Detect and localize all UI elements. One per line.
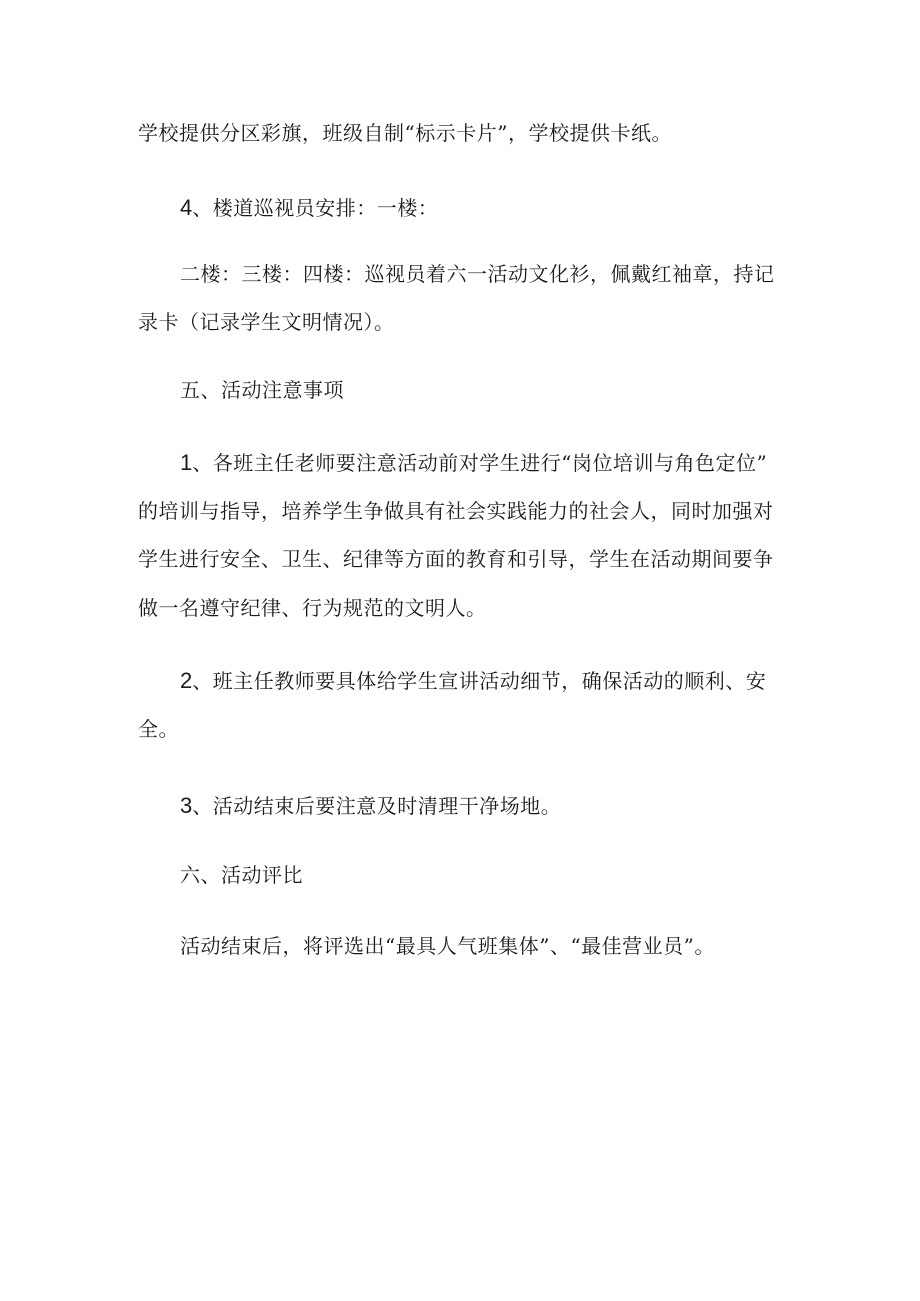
list-item-4 (180, 196, 830, 220)
paragraph-line: 的培训与指导，培养学生争做具有社会实践能力的社会人，同时加强对 (138, 499, 774, 523)
paragraph-line: 二楼：三楼：四楼：巡视员着六一活动文化衫，佩戴红袖章，持记 (180, 262, 775, 286)
list-item-text: 、班主任教师要具体给学生宣讲活动细节，确保活动的顺利、安 (192, 669, 767, 693)
list-number: 1 (180, 450, 193, 475)
list-item-text: 、活动结束后要注意及时清理干净场地。 (192, 794, 562, 818)
list-number: 3 (180, 793, 193, 818)
list-item-2 (180, 669, 830, 693)
paragraph-line: 活动结束后，将评选出“最具人气班集体”、“最佳营业员”。 (180, 934, 715, 958)
list-number: 4 (180, 195, 193, 220)
section-heading-6: 六、活动评比 (180, 863, 303, 887)
list-item-text: 、楼道巡视员安排：一楼： (192, 196, 439, 220)
paragraph-line: 全。 (138, 717, 179, 741)
paragraph-line: 学生进行安全、卫生、纪律等方面的教育和引导，学生在活动期间要争 (138, 547, 774, 571)
section-heading-5: 五、活动注意事项 (180, 378, 344, 402)
list-item-3 (180, 794, 830, 818)
paragraph-line: 录卡（记录学生文明情况）。 (138, 310, 395, 334)
paragraph-line: 做一名遵守纪律、行为规范的文明人。 (138, 596, 487, 620)
paragraph-line: 学校提供分区彩旗，班级自制“标示卡片”，学校提供卡纸。 (138, 121, 672, 145)
list-item-1 (180, 451, 830, 475)
list-item-text: 、各班主任老师要注意活动前对学生进行“岗位培训与角色定位” (192, 451, 768, 475)
list-number: 2 (180, 668, 193, 693)
